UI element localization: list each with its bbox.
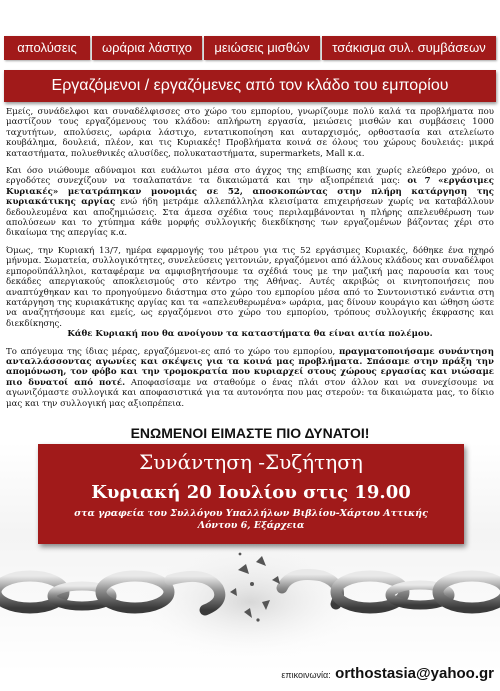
- paragraph-meeting-text-c: Αποφασίσαμε να σταθούμε ο ένας πλάι στον άλλον και να συνεχίσουμε να αγωνιζόμαστε συλλογικά και αποφασιστικά για τα αυτονόητα που μας στερούν: τα δικαιώματα μας, το δίκιο μας και την συλλογική μας αξιοπρέπεια.: [6, 377, 494, 409]
- contact-label: επικοινωνία:: [281, 670, 331, 680]
- paragraph-war-cause: Κάθε Κυριακή που θα ανοίγουν τα καταστήματα θα είναι αιτία πολέμου.: [67, 329, 433, 340]
- meeting-place-line-2: Λόντου 6, Εξάρχεια: [197, 520, 305, 531]
- tag-layoffs: απολύσεις: [4, 36, 90, 60]
- page-title: Εργαζόμενοι / εργαζόμενες από τον κλάδο του εμπορίου: [4, 70, 496, 102]
- paragraph-employers-bold: οι 7 «εργάσιμες Κυριακές» μετατράπηκαν μονομιάς σε 52, αποσκοπώντας στην πλήρη κατάργηση της κυριακάτικης αργίας: [6, 176, 494, 208]
- paragraph-problems: Εμείς, συνάδελφοι και συναδέλφισσες στο χώρο του εμπορίου, γνωρίζουμε πολύ καλά τα προβλήματα που μαστίζουν τους εργαζόμενους του κλάδου: απλήρωτη εργασία, μειώσεις μισθών και συμβάσεις 1000 ταχυτήτων, απολύσεις, ωράρια λάστιχο, εντατικοποίηση και αυταρχισμός, ορθοστασία και ατελείωτο κουβάλημα, δουλειά, πλέον, και τις Κυριακές! Προβλήματα κοινά σε όλους του χώρους δουλειάς: μικρά καταστήματα, πολυεθνικές αλυσίδες, πολυκαταστήματα, supermarkets, Mall κ.α.: [6, 107, 494, 159]
- paragraph-meeting-bold: πραγματοποιήσαμε συνάντηση ανταλλάσσοντας αγωνίες και σκέψεις για τα κοινά μας προβλήματα. Σπάσαμε στην πράξη την απομόνωση, τον φόβο και την τρομοκρατία που κυριαρχεί στους χώρους εργασίας και νιώσαμε πιο δυνατοί από ποτέ.: [6, 346, 495, 388]
- paragraph-meeting-text-a: Το απόγευμα της ίδιας μέρας, εργαζόμενοι-ες από το χώρο του εμπορίου,: [6, 346, 339, 357]
- paragraph-employers: [6, 166, 494, 239]
- paragraph-employers-text-a: Και όσο νιώθουμε αδύναμοι και ευάλωτοι μέσα στο άγχος της επιβίωσης και χωρίς ελεύθερο χρόνο, οι εργοδότες συνεχίζουν να τσαλαπατάνε τα δικαιώματά και την αξιοπρέπειά μας:: [6, 166, 494, 187]
- meeting-place: [38, 508, 464, 532]
- slogan: ΕΝΩΜΕΝΟΙ ΕΙΜΑΣΤΕ ΠΙΟ ΔΥΝΑΤΟΙ!: [130, 425, 370, 441]
- paragraph-sunday-action: Όμως, την Κυριακή 13/7, ημέρα εφαρμογής του μέτρου για τις 52 εργάσιμες Κυριακές, δόθηκε ένα ηχηρό μήνυμα. Σωματεία, συλλογικότητες, συνελεύσεις γειτονιών, εργαζόμενοι από άλλους κλάδους και συναδέλφοι εμποροϋπάλληλοι, καταφέραμε να αμφισβητήσουμε τα σχέδιά τους με την μαζική μας παρουσία και τους δεκάδες απεργιακούς αποκλεισμούς στο κέντρο της Αθήνας. Αυτές ακριβώς οι κινητοποιήσεις που αναπτύχθηκαν και το προηγούμενο διάστημα στο χώρο του εμπορίου μέσα από το Συντονιστικό ενάντια στη κατάργηση της κυριακάτικης αργίας και τα «απελευθερωμένα» ωράρια, μας δίνουν κουράγιο και ώθηση ώστε να αναζητήσουμε και εμείς, ως εργαζόμενοι στο χώρο του εμπορίου, τρόπους συλλογικής έκφρασης και διεκδίκησης.: [6, 245, 494, 329]
- paragraph-meeting: [6, 347, 494, 409]
- tag-collective-agreements: τσάκισμα συλ. συμβάσεων: [322, 36, 496, 60]
- body-text: [6, 107, 494, 416]
- meeting-date: Κυριακή 20 Ιουλίου στις 19.00: [91, 482, 411, 503]
- tag-flexible-hours: ωράρια λάστιχο: [92, 36, 202, 60]
- contact-email[interactable]: orthostasia@yahoo.gr: [335, 665, 494, 682]
- paragraph-employers-text-c: ενώ ήδη μετράμε αλλεπάλληλα κλεισίματα επιχειρήσεων χωρίς να καταβάλλουν δεδουλευμένα και αποζημιώσεις. Στα άμεσα σχέδια τους περιλαμβάνονται η πλήρης απελευθέρωση των απολύσεων και το χτύπημα κάθε μορφής συλλογικής διεκδίκησης των εργαζομένων βάζοντας χέρι στο δικαίωμα της απεργίας κ.α.: [6, 197, 495, 239]
- meeting-announcement: [38, 444, 464, 544]
- tag-wage-cuts: μειώσεις μισθών: [204, 36, 320, 60]
- meeting-title: Συνάντηση -Συζήτηση: [139, 450, 363, 474]
- topic-tags: [0, 36, 500, 62]
- contact-info: [281, 665, 494, 683]
- meeting-place-line-1: στα γραφεία του Συλλόγου Υπαλλήλων Βιβλίου-Χάρτου Αττικής: [74, 508, 428, 519]
